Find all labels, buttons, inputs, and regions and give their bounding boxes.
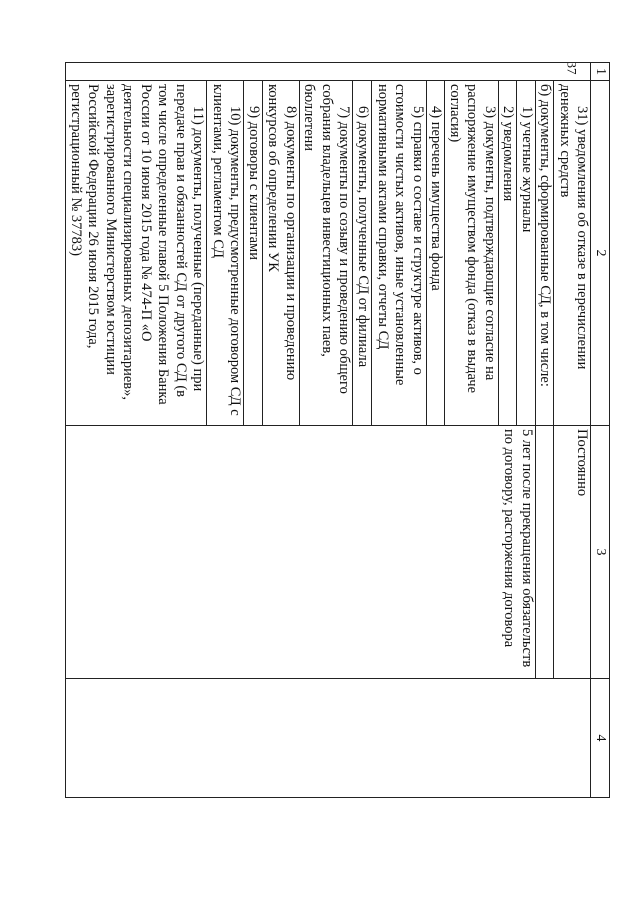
- rotated-table-container: [68, 62, 610, 797]
- row-text: 2) уведомления: [499, 81, 518, 426]
- row-text: 8) документы по организации и проведению конкурсов об определении УК: [263, 81, 300, 426]
- page-number: 37: [564, 61, 580, 75]
- table-row: [554, 63, 591, 798]
- row-text: 5) справки о составе и структуре активов, о стоимости чистых активов, иные установленные нормативными актами справки, отчеты СД: [372, 81, 427, 426]
- row-text: 31) уведомления об отказе в перечислении денежных средств: [554, 81, 591, 426]
- header-col-2: 2: [591, 81, 610, 426]
- row-text: 4) перечень имущества фонда: [427, 81, 446, 426]
- cell-col-1: [66, 63, 591, 81]
- header-col-1: 1: [591, 63, 610, 81]
- row-text: 9) договоры с клиентами: [244, 81, 263, 426]
- row-text: 7) документы по созыву и проведению общего собрания владельцев инвестиционных паев, бюллетени: [300, 81, 354, 426]
- header-col-4: 4: [591, 679, 610, 798]
- cell-col-4: [66, 679, 591, 798]
- retention-table: [66, 62, 611, 798]
- row-text: 1) учетные журналы: [517, 81, 536, 426]
- row-text: 6) документы, полученные СД от филиала: [353, 81, 372, 426]
- row-text: б) документы, сформированные СД, в том числе:: [536, 81, 555, 426]
- header-col-3: 3: [591, 426, 610, 679]
- header-row: [591, 63, 610, 798]
- row-text: 10) документы, предусмотренные договором СД с клиентами, регламентом СД: [207, 81, 244, 426]
- retention-empty: [536, 426, 555, 679]
- row-text: 3) документы, подтверждающие согласие на распоряжение имуществом фонда (отказ в выдаче согласия): [445, 81, 499, 426]
- retention-permanent: Постоянно: [554, 426, 591, 679]
- retention-five-years: 5 лет после прекращения обязательств по договору, расторжения договора: [66, 426, 536, 679]
- row-text: 11) документы, полученные (переданные) при передаче прав и обязанностей СД от другого СД (в том числе определенные главой 5 Положения Банка России от 10 июня 2015 года № 474-П «О деятельности специализированных депозитариев», зарегистрированного Министерством юстиции Российской Федерации 26 июня 2015 года, регистрационный № 37783): [66, 81, 207, 426]
